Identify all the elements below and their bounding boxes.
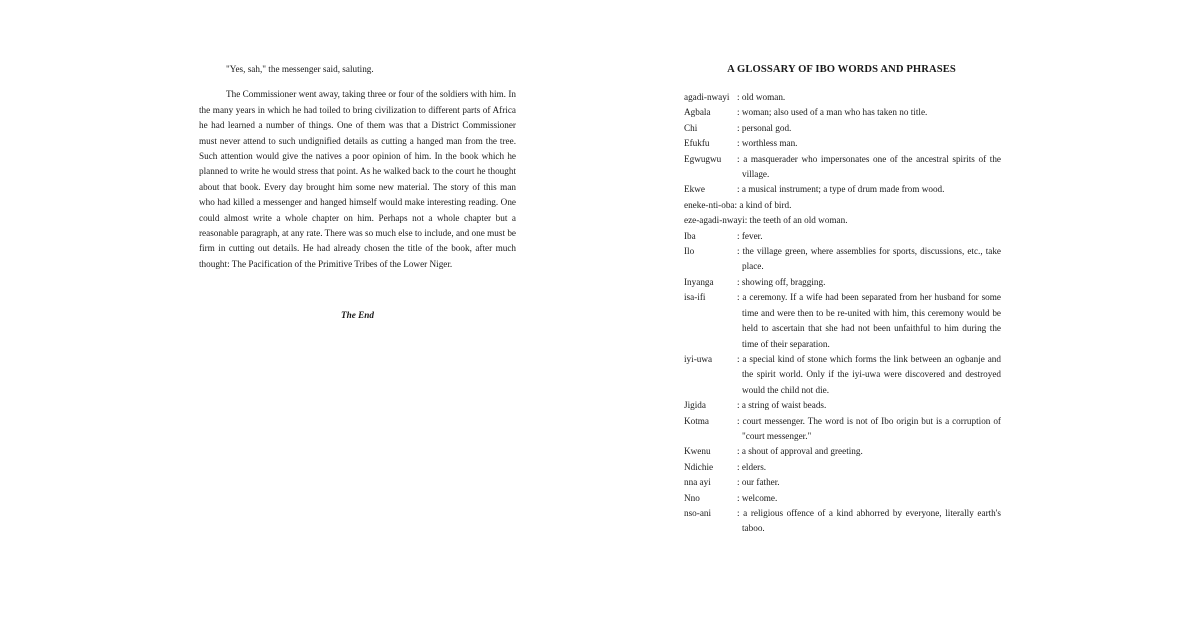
glossary-definition: : a religious offence of a kind abhorred by everyone, literally earth's taboo. <box>737 507 1001 534</box>
glossary-term: Jigida <box>684 400 706 411</box>
glossary-entry <box>684 352 1001 398</box>
glossary-term: nna ayi <box>684 477 711 488</box>
glossary-entry <box>684 136 1001 151</box>
glossary-entry <box>684 198 1001 213</box>
glossary-term: Nno <box>684 492 700 503</box>
glossary-definition: : a special kind of stone which forms the link between an ogbanje and the spirit world. Only if the iyi-uwa were discovered and destroyed would the child not die. <box>737 353 1001 395</box>
glossary-definition: : a ceremony. If a wife had been separated from her husband for some time and were then to be re-united with him, this ceremony would be held to ascertain that she had not been unfaithful to him during the time of their separation. <box>737 292 1001 349</box>
glossary-term: Ekwe <box>684 184 705 195</box>
glossary-definition: : personal god. <box>737 122 792 133</box>
glossary-entry <box>684 414 1001 445</box>
story-text <box>199 62 516 272</box>
glossary-entry <box>684 460 1001 475</box>
glossary-definition: : a shout of approval and greeting. <box>737 446 863 457</box>
glossary-entry <box>684 213 1001 228</box>
glossary-entry <box>684 491 1001 506</box>
glossary-term: Efukfu <box>684 138 710 149</box>
glossary-definition: : a masquerader who impersonates one of the ancestral spirits of the village. <box>737 153 1001 180</box>
glossary-term: nso-ani <box>684 507 712 518</box>
glossary-entry <box>684 152 1001 183</box>
glossary-definition: : fever. <box>737 230 763 241</box>
glossary-entry <box>684 90 1001 105</box>
glossary-definition: : welcome. <box>737 492 778 503</box>
glossary-term: iyi-uwa <box>684 353 713 364</box>
glossary-term: agadi-nwayi <box>684 92 730 102</box>
glossary-term: Kotma <box>684 415 710 426</box>
glossary-entry <box>684 290 1001 352</box>
glossary-definition: : our father. <box>737 477 780 488</box>
glossary-term: Kwenu <box>684 446 711 457</box>
story-paragraph: The Commissioner went away, taking three or four of the soldiers with him. In the many years in which he had toiled to bring civilization to different parts of Africa he had learned a number of things. One of them was that a District Commissioner must never attend to such undignified details as cutting a hanged man from the tree. Such attention would give the natives a poor opinion of him. In the book which he planned to write he would stress that point. As he walked back to the court he thought about that book. Every day brought him some new material. The story of this man who had killed a messenger and hanged himself would make interesting reading. One could almost write a whole chapter on him. Perhaps not a whole chapter but a reasonable paragraph, at any rate. There was so much else to include, and one must be firm in cutting out details. He had already chosen the title of the book, after much thought: The Pacification of the Primitive Tribes of the Lower Niger. <box>199 89 516 269</box>
glossary-entry <box>684 244 1001 275</box>
glossary-term: Iba <box>684 230 696 241</box>
glossary-definition: : the teeth of an old woman. <box>744 215 848 226</box>
glossary-entry <box>684 182 1001 197</box>
glossary-term: eze-agadi-nwayi <box>684 215 745 226</box>
glossary-entry <box>684 398 1001 413</box>
glossary-title: A GLOSSARY OF IBO WORDS AND PHRASES <box>727 64 956 75</box>
glossary-definition: : a string of waist beads. <box>737 400 827 411</box>
glossary-list <box>684 90 1001 537</box>
glossary-entry <box>684 105 1001 120</box>
glossary-definition: : a kind of bird. <box>734 199 792 210</box>
dialogue-line: "Yes, sah," the messenger said, saluting. <box>226 64 374 74</box>
glossary-definition: : showing off, bragging. <box>737 276 826 287</box>
glossary-definition: : court messenger. The word is not of Ibo origin but is a corruption of "court messenger." <box>737 415 1001 441</box>
glossary-definition: : worthless man. <box>737 138 798 149</box>
glossary-entry <box>684 506 1001 537</box>
glossary-definition: : a musical instrument; a type of drum made from wood. <box>737 184 945 195</box>
glossary-definition: : elders. <box>737 461 767 472</box>
glossary-term: Ilo <box>684 246 695 257</box>
the-end-label: The End <box>341 310 374 320</box>
glossary-entry <box>684 444 1001 459</box>
glossary-term: isa-ifi <box>684 292 706 303</box>
glossary-term: Agbala <box>684 107 711 118</box>
glossary-definition: : old woman. <box>737 92 786 102</box>
glossary-entry <box>684 275 1001 290</box>
glossary-entry <box>684 229 1001 244</box>
glossary-term: eneke-nti-oba <box>684 199 735 210</box>
glossary-definition: : the village green, where assemblies for sports, discussions, etc., take place. <box>737 246 1001 272</box>
glossary-term: Chi <box>684 122 698 133</box>
glossary-entry <box>684 475 1001 490</box>
glossary-term: Ndichie <box>684 461 714 472</box>
glossary-definition: : woman; also used of a man who has taken no title. <box>737 107 928 118</box>
glossary-term: Egwugwu <box>684 153 722 164</box>
glossary-term: Inyanga <box>684 276 714 287</box>
glossary-entry <box>684 121 1001 136</box>
